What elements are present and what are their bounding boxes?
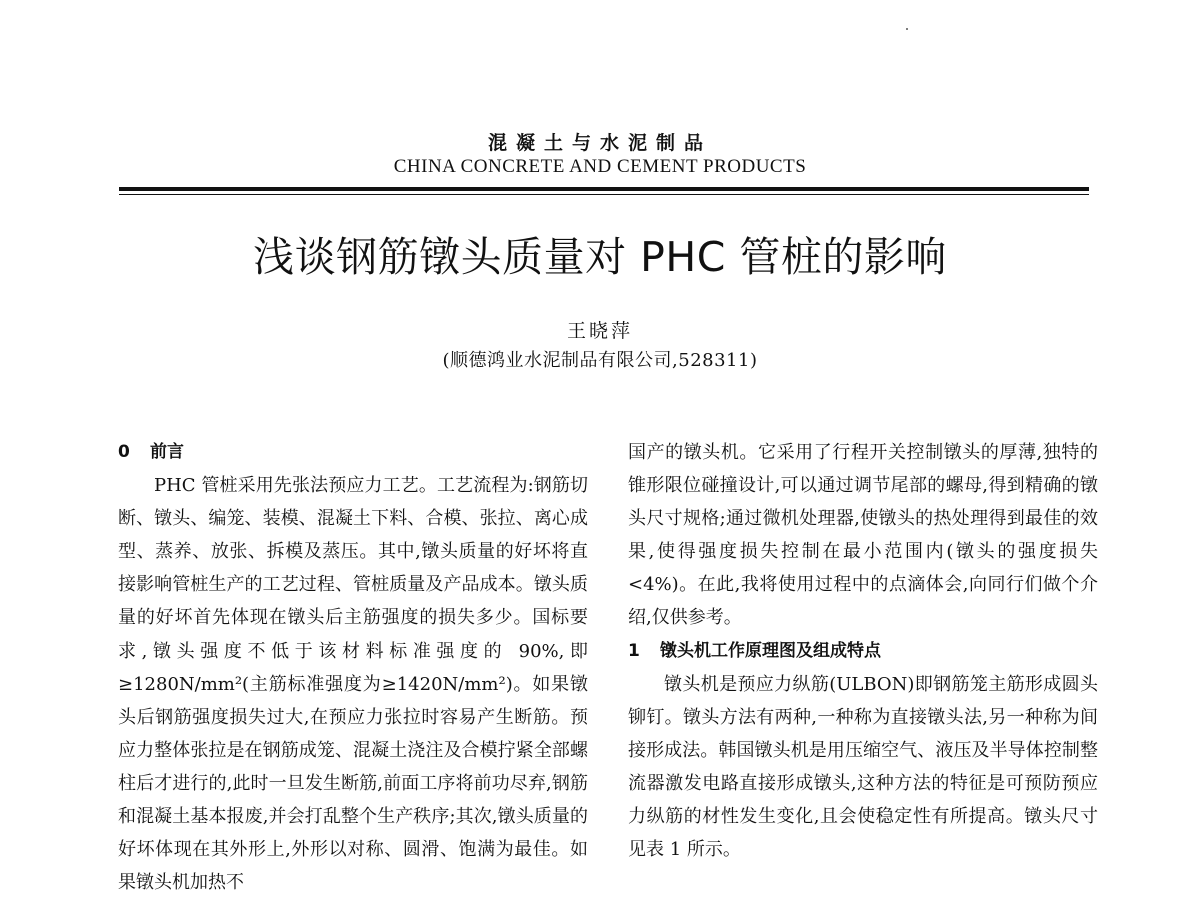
section-title: 镦头机工作原理图及组成特点 — [660, 640, 881, 661]
speck-mark — [906, 28, 908, 30]
journal-name-cn: 混凝土与水泥制品 — [487, 132, 712, 154]
header-rule-thin — [119, 194, 1089, 195]
section-heading-1 — [628, 635, 1098, 668]
body-paragraph: 国产的镦头机。它采用了行程开关控制镦头的厚薄,独特的锥形限位碰撞设计,可以通过调节尾部的螺母,得到精确的镦头尺寸规格;通过微机处理器,使镦头的热处理得到最佳的效果,使得强度损失控制在最小范围内(镦头的强度损失<4%)。在此,我将使用过程中的点滴体会,向同行们做个介绍,仅供参考。 — [628, 442, 1098, 629]
article-title: 浅谈钢筋镦头质量对 PHC 管桩的影响 — [253, 233, 947, 281]
section-heading-0 — [118, 436, 588, 469]
right-column — [628, 436, 1098, 866]
section-number: 0 — [118, 442, 130, 462]
body-paragraph: 镦头机是预应力纵筋(ULBON)即钢筋笼主筋形成圆头铆钉。镦头方法有两种,一种称为直接镦头法,另一种称为间接形成法。韩国镦头机是用压缩空气、液压及半导体控制整流器激发电路直接形成镦头,这种方法的特征是可预防预应力纵筋的材性发生变化,且会使稳定性有所提高。镦头尺寸见表 1 所示。 — [628, 673, 1098, 861]
author-affiliation: (顺德鸿业水泥制品有限公司,528311) — [442, 350, 758, 371]
section-number: 1 — [628, 640, 640, 661]
journal-name-en: CHINA CONCRETE AND CEMENT PRODUCTS — [393, 156, 807, 177]
header-rule-thick — [119, 187, 1089, 191]
article-author: 王晓萍 — [566, 320, 633, 342]
body-paragraph: PHC 管桩采用先张法预应力工艺。工艺流程为:钢筋切断、镦头、编笼、装模、混凝土下料、合模、张拉、离心成型、蒸养、放张、拆模及蒸压。其中,镦头质量的好坏将直接影响管桩生产的工艺过程、管桩质量及产品成本。镦头质量的好坏首先体现在镦头后主筋强度的损失多少。国标要求,镦头强度不低于该材料标准强度的 90%,即≥1280N/mm²(主筋标准强度为≥1420N/mm²)。如果镦头后钢筋强度损失过大,在预应力张拉时容易产生断筋。预应力整体张拉是在钢筋成笼、混凝土浇注及合模拧紧全部螺柱后才进行的,此时一旦发生断筋,前面工序将前功尽弃,钢筋和混凝土基本报废,并会打乱整个生产秩序;其次,镦头质量的好坏体现在其外形上,外形以对称、圆滑、饱满为最佳。如果镦头机加热不 — [118, 475, 588, 894]
section-title: 前言 — [150, 442, 184, 462]
left-column — [118, 436, 588, 899]
